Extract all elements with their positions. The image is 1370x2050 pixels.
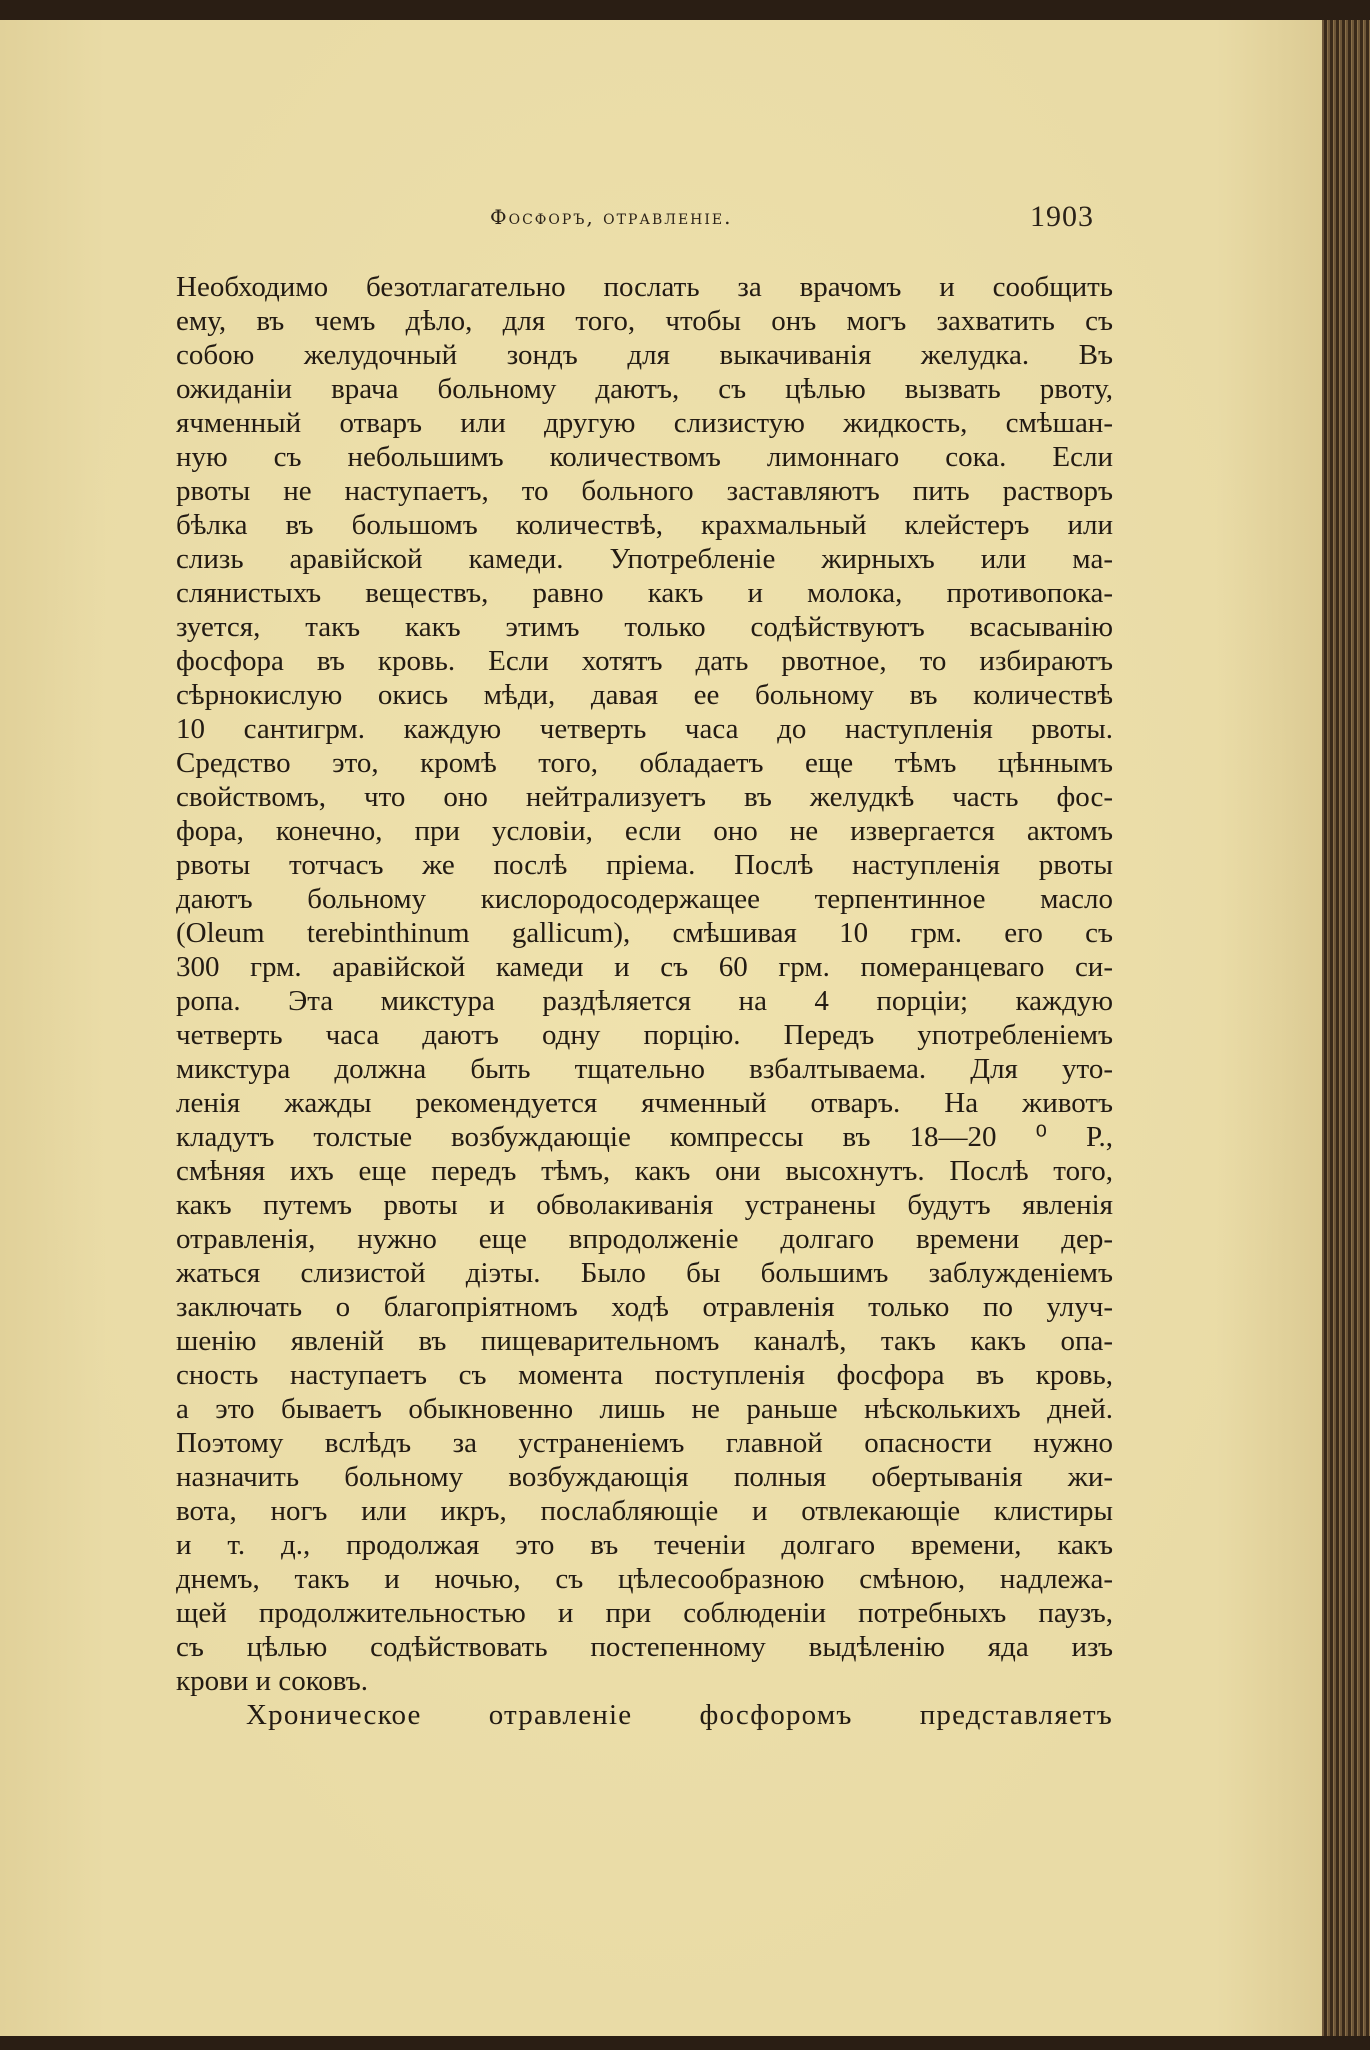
text-line: даютъ больному кислородосодержащее терпентинное масло [176, 883, 1113, 915]
page-number: 1903 [1030, 200, 1094, 233]
book-page-edges [1322, 20, 1370, 2036]
text-line: 10 сантигрм. каждую четверть часа до наступленія рвоты. [176, 713, 1113, 745]
text-line: сность наступаетъ съ момента поступленія фосфора въ кровь, [176, 1359, 1113, 1391]
text-line: заключать о благопріятномъ ходѣ отравленія только по улуч- [176, 1291, 1113, 1323]
text-line: четверть часа даютъ одну порцію. Передъ употребленіемъ [176, 1019, 1113, 1051]
body-text [176, 270, 1113, 1732]
text-line: 300 грм. аравійской камеди и съ 60 грм. померанцеваго си- [176, 951, 1113, 983]
text-line: ячменный отваръ или другую слизистую жидкость, смѣшан- [176, 407, 1113, 439]
text-line: рвоты не наступаетъ, то больного заставляютъ пить растворъ [176, 475, 1113, 507]
text-line: смѣняя ихъ еще передъ тѣмъ, какъ они высохнутъ. Послѣ того, [176, 1155, 1113, 1187]
text-line: ропа. Эта микстура раздѣляется на 4 порціи; каждую [176, 985, 1113, 1017]
text-line: ленія жажды рекомендуется ячменный отваръ. На животъ [176, 1087, 1113, 1119]
text-line: зуется, такъ какъ этимъ только содѣйствуютъ всасыванію [176, 611, 1113, 643]
text-line: и т. д., продолжая это въ теченіи долгаго времени, какъ [176, 1529, 1113, 1561]
text-line: Поэтому вслѣдъ за устраненіемъ главной опасности нужно [176, 1427, 1113, 1459]
text-line: Средство это, кромѣ того, обладаетъ еще тѣмъ цѣннымъ [176, 747, 1113, 779]
text-line: слизь аравійской камеди. Употребленіе жирныхъ или ма- [176, 543, 1113, 575]
text-line: ему, въ чемъ дѣло, для того, чтобы онъ могъ захватить съ [176, 305, 1113, 337]
text-line: Необходимо безотлагательно послать за врачомъ и сообщить [176, 271, 1113, 303]
running-head: Фосфоръ, отравленіе. [490, 205, 733, 229]
text-line: назначить больному возбуждающія полныя обертыванія жи- [176, 1461, 1113, 1493]
text-line: ожиданіи врача больному даютъ, съ цѣлью вызвать рвоту, [176, 373, 1113, 405]
text-line: шенію явленій въ пищеварительномъ каналѣ, такъ какъ опа- [176, 1325, 1113, 1357]
text-line: сѣрнокислую окись мѣди, давая ее больному въ количествѣ [176, 679, 1113, 711]
text-line: фосфора въ кровь. Если хотятъ дать рвотное, то избираютъ [176, 645, 1113, 677]
text-line: рвоты тотчасъ же послѣ пріема. Послѣ наступленія рвоты [176, 849, 1113, 881]
text-line: бѣлка въ большомъ количествѣ, крахмальный клейстеръ или [176, 509, 1113, 541]
text-line: ную съ небольшимъ количествомъ лимоннаго сока. Если [176, 441, 1113, 473]
text-line: какъ путемъ рвоты и обволакиванія устранены будутъ явленія [176, 1189, 1113, 1221]
text-line: съ цѣлью содѣйствовать постепенному выдѣленію яда изъ [176, 1631, 1113, 1663]
text-line: жаться слизистой діэты. Было бы большимъ заблужденіемъ [176, 1257, 1113, 1289]
text-line: днемъ, такъ и ночью, съ цѣлесообразною смѣною, надлежа- [176, 1563, 1113, 1595]
text-line: фора, конечно, при условіи, если оно не извергается актомъ [176, 815, 1113, 847]
paragraph-first-line: Хроническое отравленіе фосфоромъ представляетъ [246, 1699, 1113, 1731]
text-line: слянистыхъ веществъ, равно какъ и молока, противопока- [176, 577, 1113, 609]
text-line: собою желудочный зондъ для выкачиванія желудка. Въ [176, 339, 1113, 371]
text-line: вота, ногъ или икръ, послабляющіе и отвлекающіе клистиры [176, 1495, 1113, 1527]
text-line: а это бываетъ обыкновенно лишь не раньше нѣсколькихъ дней. [176, 1393, 1113, 1425]
text-line: отравленія, нужно еще впродолженіе долгаго времени дер- [176, 1223, 1113, 1255]
text-line: микстура должна быть тщательно взбалтываема. Для уто- [176, 1053, 1113, 1085]
text-line: свойствомъ, что оно нейтрализуетъ въ желудкѣ часть фос- [176, 781, 1113, 813]
text-line: кладутъ толстые возбуждающіе компрессы въ 18—20 ⁰ Р., [176, 1121, 1113, 1153]
text-line: крови и соковъ. [176, 1665, 369, 1697]
text-line: щей продолжительностью и при соблюденіи потребныхъ паузъ, [176, 1597, 1113, 1629]
text-line: (Oleum terebinthinum gallicum), смѣшивая 10 грм. его съ [176, 917, 1113, 949]
